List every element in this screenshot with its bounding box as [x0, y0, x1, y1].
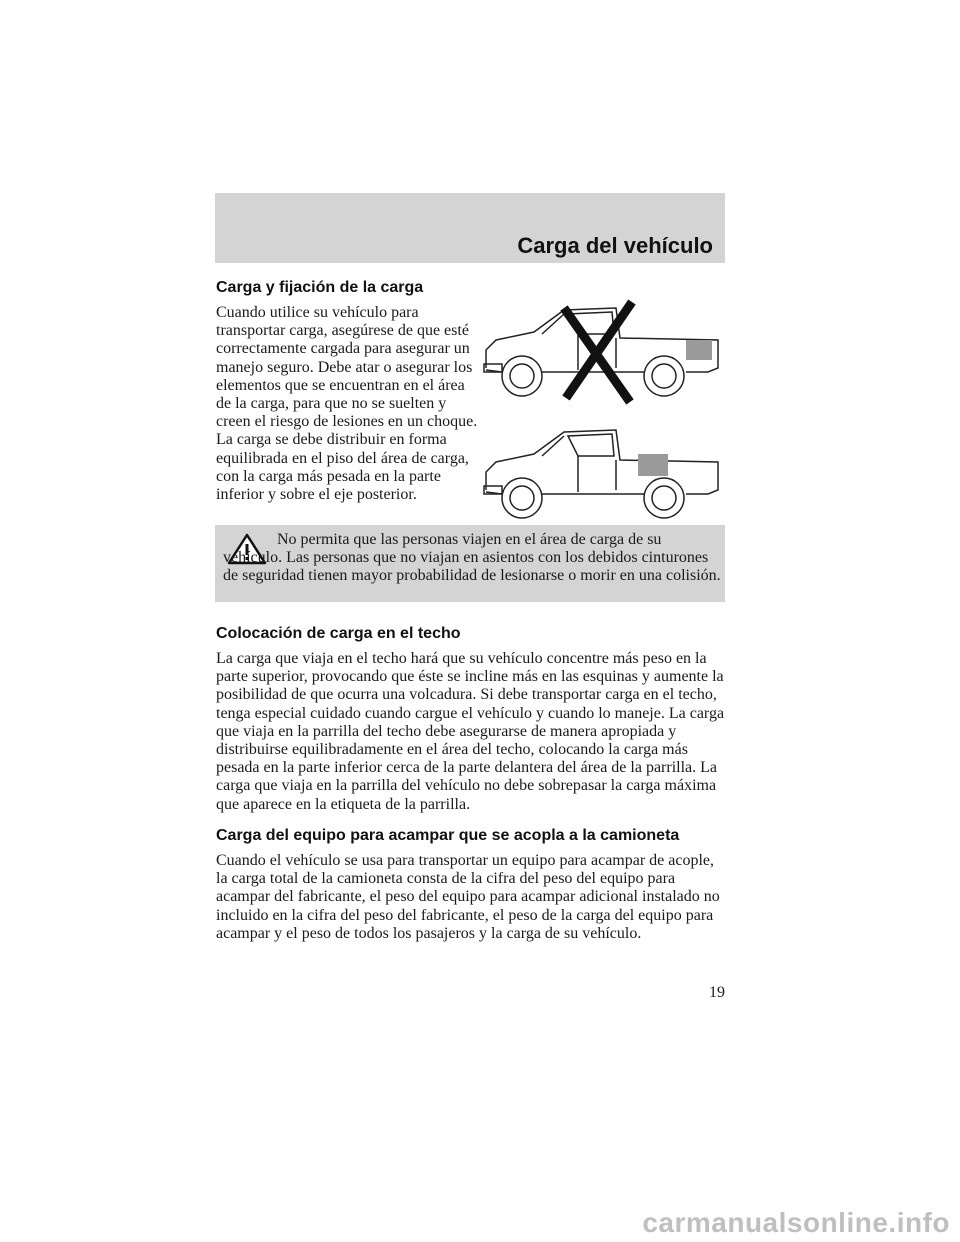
page-title: Carga del vehículo	[517, 233, 713, 258]
cargo-box-low-icon	[638, 454, 668, 476]
header-band	[215, 193, 725, 263]
warning-box	[215, 525, 725, 602]
page-number: 19	[709, 984, 725, 1001]
section-heading-loading: Carga y fijación de la carga	[216, 279, 424, 296]
pickup-truck-incorrect-load-figure	[482, 298, 727, 408]
watermark: carmanualsonline.info	[642, 1207, 950, 1238]
warning-text: No permita que las personas viajen en el área de carga de su vehículo. Las personas que no viajan en asientos con los debidos cinturones de seguridad tienen mayor probabilidad de lesionarse o morir en una colisión.	[223, 531, 721, 585]
cargo-box-raised-icon	[686, 340, 712, 360]
pickup-truck-correct-load-figure	[482, 428, 727, 528]
section-heading-camper: Carga del equipo para acampar que se acopla a la camioneta	[216, 827, 680, 844]
section-body-roof: La carga que viaja en el techo hará que su vehículo concentre más peso en la parte superior, provocando que éste se incline más en las esquinas y aumente la posibilidad de que ocurra una volcadura. Si debe transportar carga en el techo, tenga especial cuidado cuando cargue el vehículo y cuando lo maneje. La carga que viaja en la parrilla del techo debe asegurarse de manera apropiada y distribuirse equilibradamente en el área del techo, colocando la carga más pesada en la parte inferior cerca de la parte delantera del área de la parrilla. La carga que viaja en la parrilla del vehículo no debe sobrepasar la carga máxima que aparece en la etiqueta de la parrilla.	[216, 650, 725, 813]
section-heading-roof: Colocación de carga en el techo	[216, 625, 461, 642]
x-mark-icon	[564, 302, 632, 402]
section-body-loading: Cuando utilice su vehículo para transportar carga, asegúrese de que esté correctamente cargada para asegurar un manejo seguro. Debe atar o asegurar los elementos que se encuentran en el área de la carga, para que no se suelten y creen el riesgo de lesiones en un choque. La carga se debe distribuir en forma equilibrada en el piso del área de carga, con la carga más pesada en la parte inferior y sobre el eje posterior.	[216, 304, 478, 504]
section-body-camper: Cuando el vehículo se usa para transportar un equipo para acampar de acople, la carga total de la camioneta consta de la cifra del peso del equipo para acampar del fabricante, el peso del equipo para acampar adicional instalado no incluido en la cifra del peso del fabricante, el peso de la carga del equipo para acampar y el peso de todos los pasajeros y la carga de su vehículo.	[216, 852, 720, 942]
